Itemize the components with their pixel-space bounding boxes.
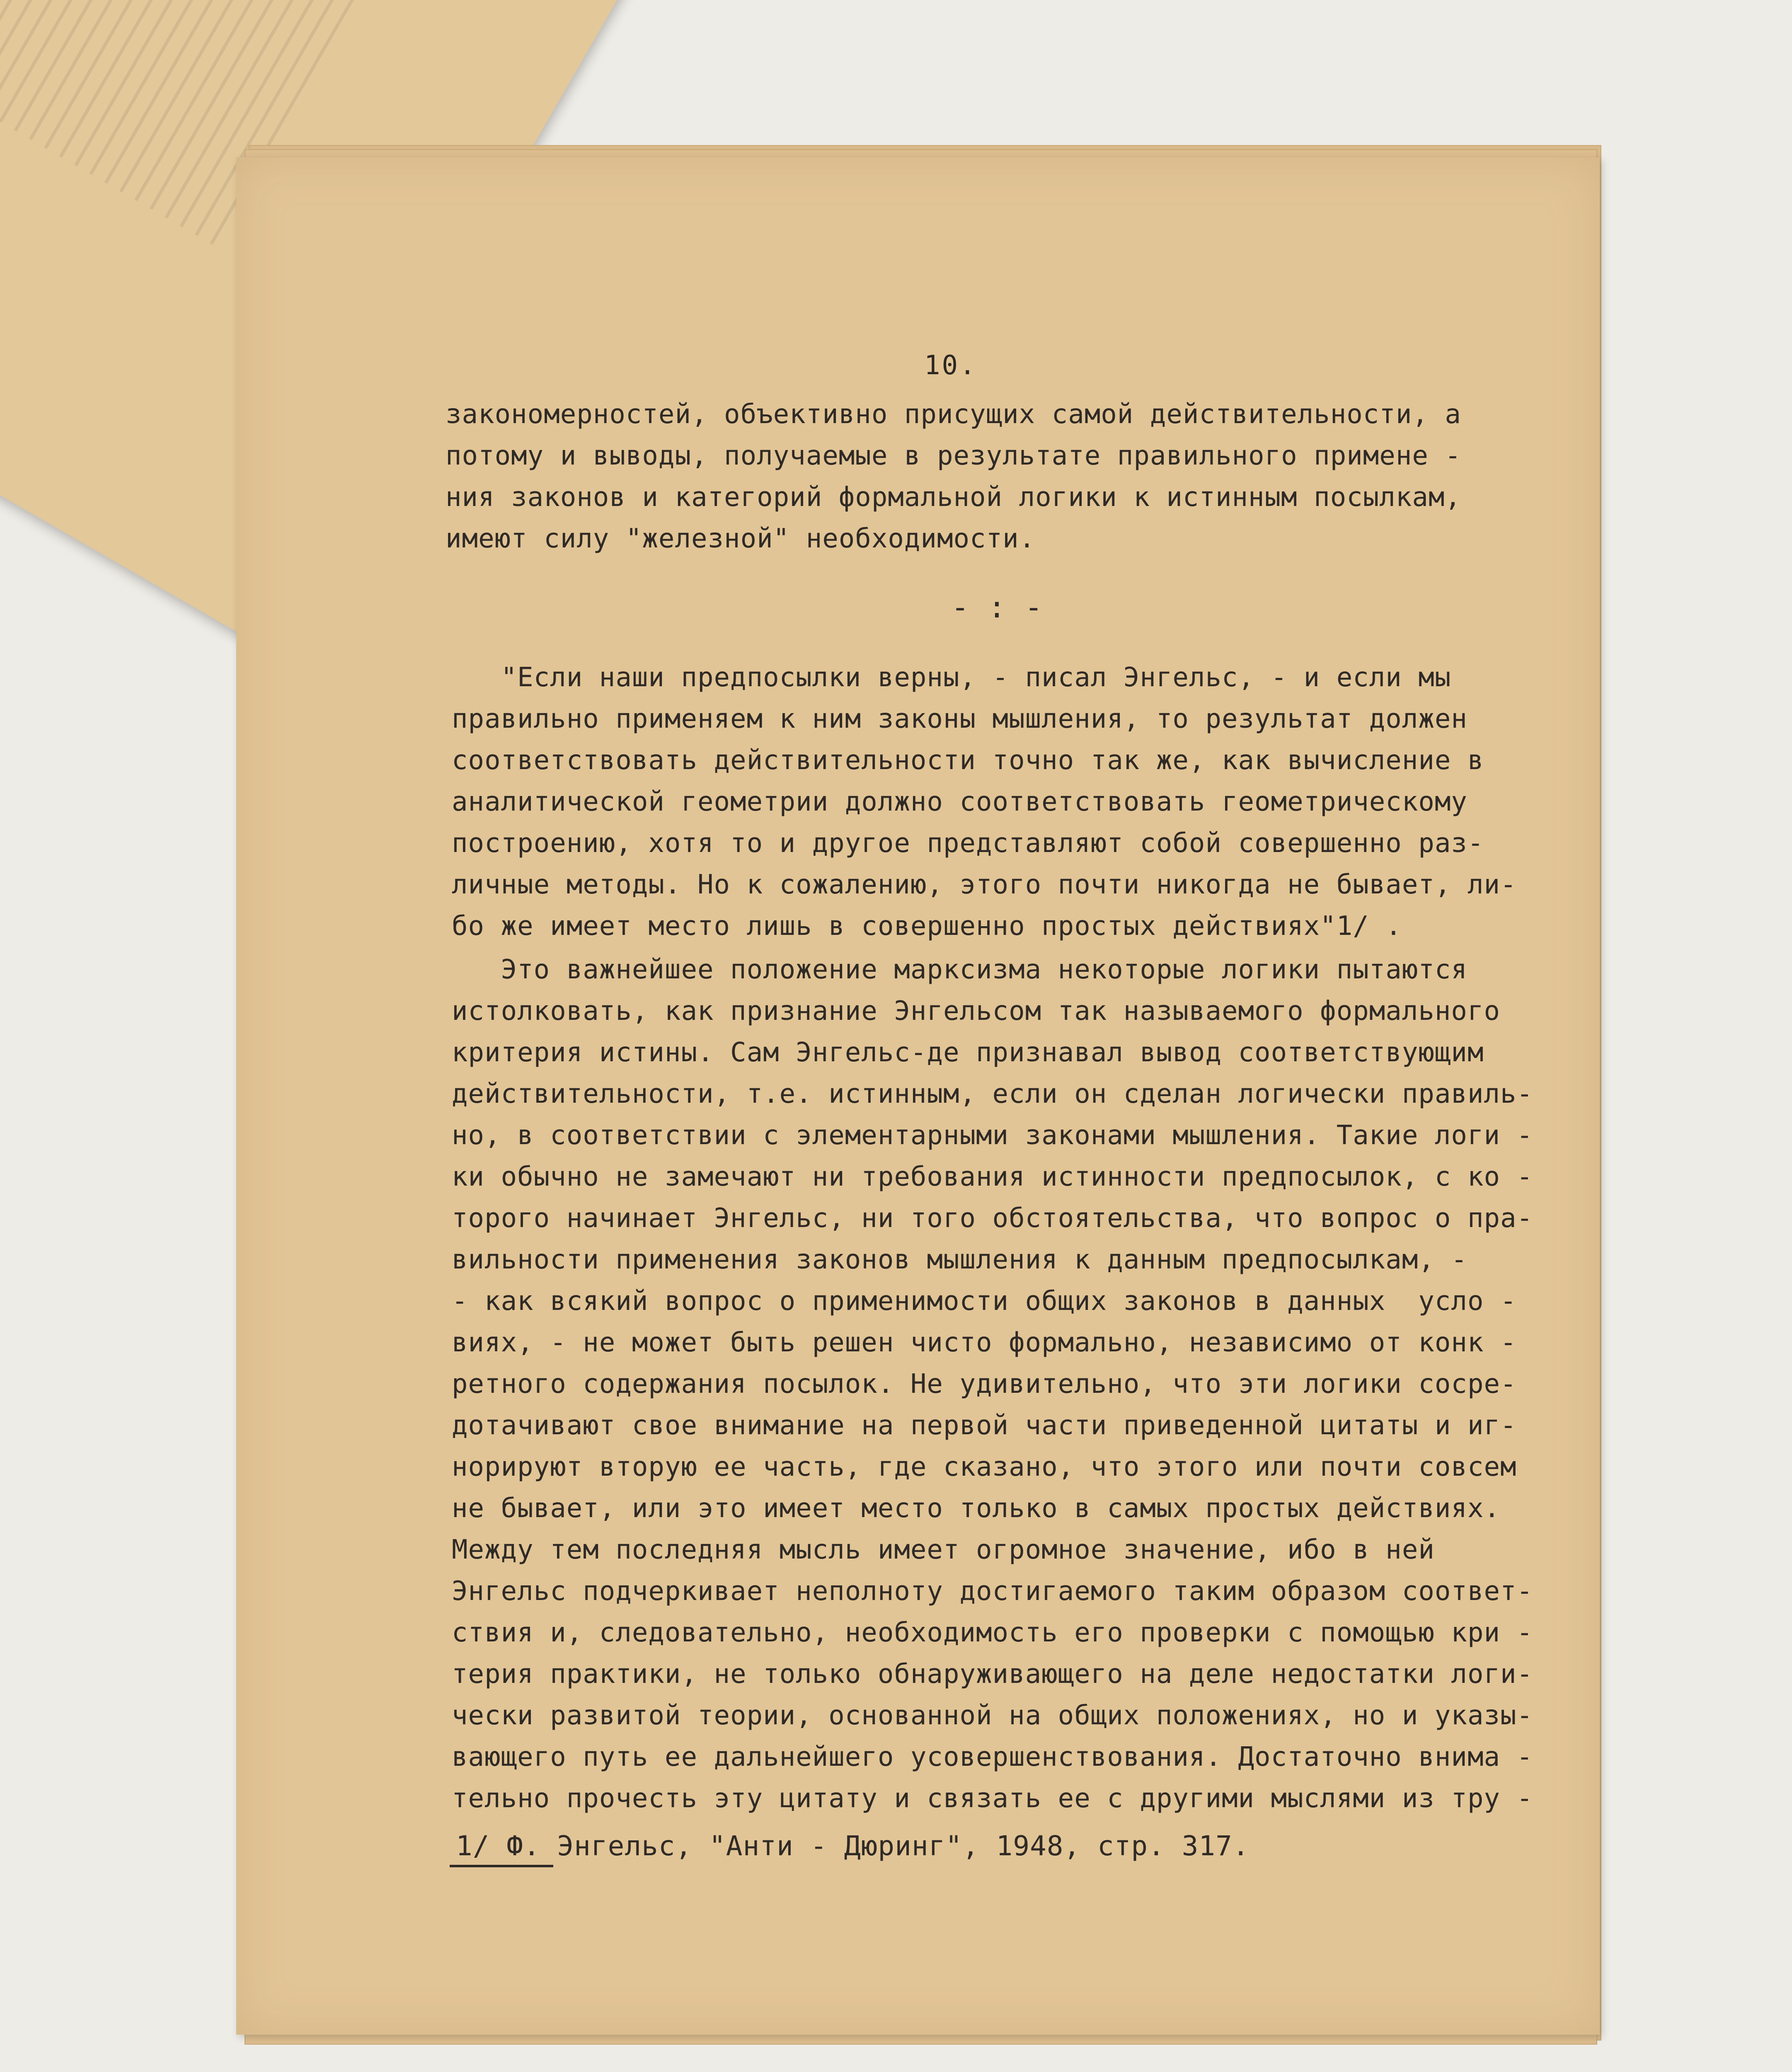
page-number: 10.: [924, 350, 977, 381]
main-paragraph: Это важнейшее положение марксизма некоторые логики пытаются истолковать, как признание Энгельсом так называемого формального критерия истины. Сам Энгельс-де признавал вывод соответствующим действительности, т.е. истинным, если он сделан логически правиль- но, в соответствии с элементарными законами мышления. Такие логи - ки обычно не замечают ни требования истинности предпосылок, с ко - торого начинает Энгельс, ни того обстоятельства, что вопрос о пра- вильности применения законов мышления к данным предпосылкам, - - как всякий вопрос о применимости общих законов в данных усло - виях, - не может быть решен чисто формально, независимо от конк - ретного содержания посылок. Не удивительно, что эти логики сосре- дотачивают свое внимание на первой части приведенной цитаты и иг- норируют вторую ее часть, где сказано, что этого или почти совсем не бывает, или это имеет место только в самых простых действиях. Между тем последняя мысль имеет огромное значение, ибо в ней Энгельс подчеркивает неполноту достигаемого таким образом соответ- ствия и, следовательно, необходимость его проверки с помощью кри - терия практики, не только обнаруживающего на деле недостатки логи- чески развитой теории, основанной на общих положениях, но и указы- вающего путь ее дальнейшего усовершенствования. Достаточно внима - тельно прочесть эту цитату и связать ее с другими мыслями из тру -: [452, 954, 1533, 1814]
section-separator: - : -: [951, 590, 1043, 625]
quotation-paragraph: "Если наши предпосылки верны, - писал Энгельс, - и если мы правильно применяем к ним законы мышления, то результат должен соответствовать действительности точно так же, как вычисление в аналитической геометрии должно соответствовать геометрическому построению, хотя то и другое представляют собой совершенно раз- личные методы. Но к сожалению, этого почти никогда не бывает, ли- бо же имеет место лишь в совершенно простых действиях"1/ .: [452, 662, 1517, 942]
footnote: 1/ Ф. Энгельс, "Анти - Дюринг", 1948, стр. 317.: [456, 1830, 1250, 1862]
paragraph-continuation: закономерностей, объективно присущих самой действительности, а потому и выводы, получаемые в результате правильного примене - ния законов и категорий формальной логики к истинным посылкам, имеют силу "железной" необходимости.: [446, 399, 1461, 554]
